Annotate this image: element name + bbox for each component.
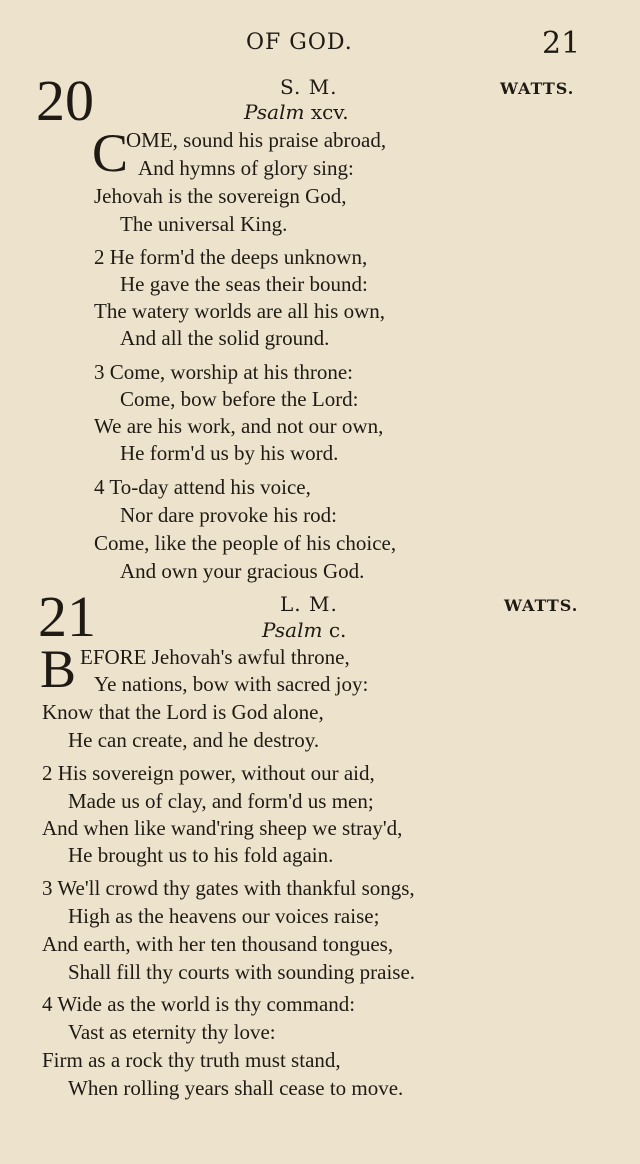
verse-line: Vast as eternity thy love:: [68, 1020, 276, 1044]
hymn-meter: S. M.: [280, 75, 338, 99]
verse-line: Firm as a rock thy truth must stand,: [42, 1048, 341, 1072]
verse-line: High as the heavens our voices raise;: [68, 904, 380, 928]
verse-line: Nor dare provoke his rod:: [120, 503, 337, 527]
page-number: 21: [542, 26, 581, 61]
verse-line: Know that the Lord is God alone,: [42, 700, 324, 724]
verse-line: 4 To-day attend his voice,: [94, 475, 311, 499]
hymn-number: 21: [38, 584, 96, 649]
psalm-word: Psalm: [244, 100, 305, 124]
running-head: [0, 26, 640, 60]
verse-line: He gave the seas their bound:: [120, 272, 368, 296]
verse-line: The watery worlds are all his own,: [94, 299, 385, 323]
verse-line: Shall fill thy courts with sounding praise.: [68, 960, 416, 984]
running-title: OF GOD.: [246, 30, 353, 55]
verse-line: He can create, and he destroy.: [68, 728, 320, 752]
hymn-author: WATTS.: [504, 596, 579, 615]
psalm-reference: [244, 100, 349, 124]
verse-line: We are his work, and not our own,: [94, 414, 384, 438]
verse-line: He brought us to his fold again.: [68, 843, 334, 867]
hymn-number: 20: [36, 68, 94, 133]
psalm-number: c.: [328, 618, 347, 642]
verse-line: He form'd us by his word.: [120, 441, 339, 465]
verse-line: Come, bow before the Lord:: [120, 387, 359, 411]
verse-line: And own your gracious God.: [120, 559, 365, 583]
verse-line: And earth, with her ten thousand tongues,: [42, 932, 394, 956]
verse-line: 3 We'll crowd thy gates with thankful songs,: [42, 876, 415, 900]
verse-line: The universal King.: [120, 212, 288, 236]
psalm-number: xcv.: [310, 100, 349, 124]
verse-line: OME, sound his praise abroad,: [126, 128, 387, 152]
verse-line: 3 Come, worship at his throne:: [94, 360, 353, 384]
verse-line: And all the solid ground.: [120, 326, 330, 350]
verse-line: Made us of clay, and form'd us men;: [68, 789, 374, 813]
verse-line: Come, like the people of his choice,: [94, 531, 397, 555]
psalm-reference: [262, 618, 346, 642]
hymn-author: WATTS.: [500, 79, 575, 98]
drop-cap: C: [92, 123, 129, 183]
hymn-meter: L. M.: [280, 592, 338, 616]
verse-line: EFORE Jehovah's awful throne,: [80, 645, 350, 669]
verse-line: Jehovah is the sovereign God,: [94, 184, 347, 208]
verse-line: Ye nations, bow with sacred joy:: [94, 672, 369, 696]
verse-line: 2 His sovereign power, without our aid,: [42, 761, 375, 785]
drop-cap: B: [40, 639, 77, 699]
verse-line: And hymns of glory sing:: [138, 156, 354, 180]
verse-line: 2 He form'd the deeps unknown,: [94, 245, 368, 269]
verse-line: And when like wand'ring sheep we stray'd,: [42, 816, 403, 840]
verse-line: When rolling years shall cease to move.: [68, 1076, 404, 1100]
verse-line: 4 Wide as the world is thy command:: [42, 992, 356, 1016]
psalm-word: Psalm: [262, 618, 323, 642]
